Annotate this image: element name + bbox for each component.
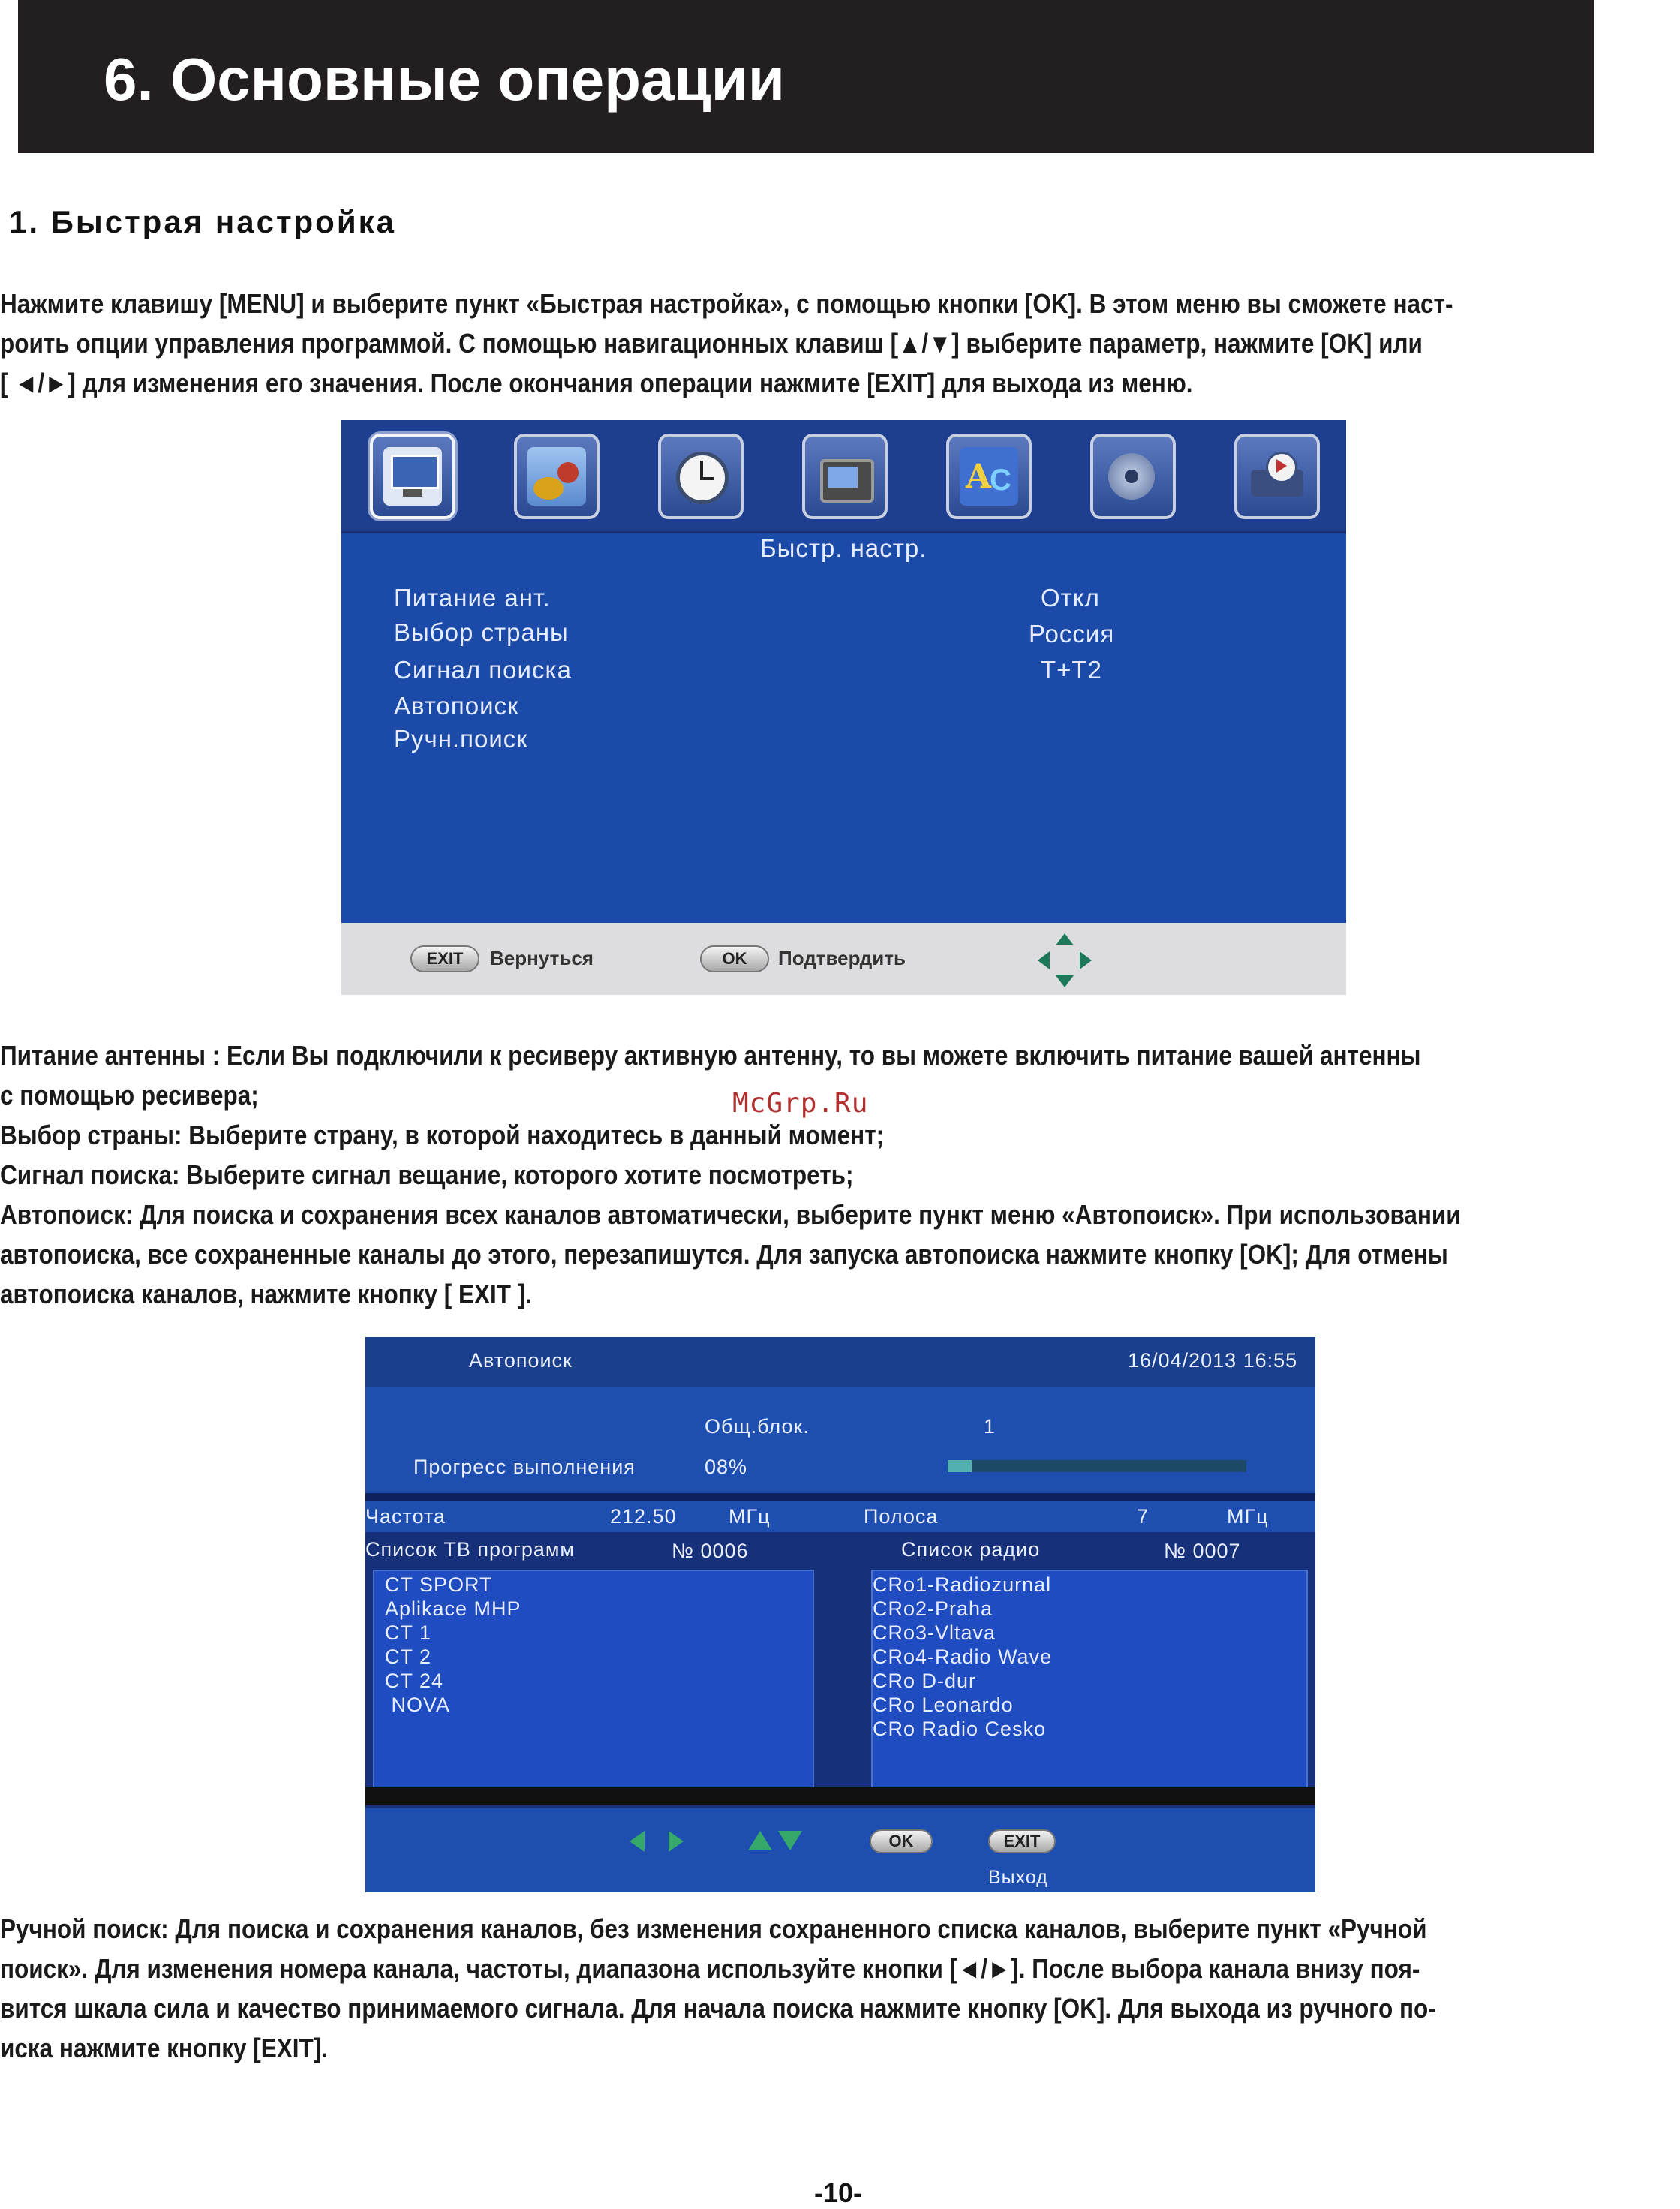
monitor-icon[interactable] xyxy=(370,434,455,519)
total-blocks-label: Общ.блок. xyxy=(705,1415,810,1438)
list-item[interactable]: CRo1-Radiozurnal xyxy=(873,1573,1052,1596)
navigation-arrows-icon xyxy=(1038,933,1092,987)
menu-icon-bar xyxy=(341,420,1346,533)
tv-list-label: Список ТВ программ xyxy=(365,1538,575,1561)
frequency-unit: МГц xyxy=(729,1505,771,1528)
scan-datetime: 16/04/2013 16:55 xyxy=(1128,1349,1298,1372)
manual-search-line: поиск». Для изменения номера канала, частоты, диапазона используйте кнопки [◄/►]. После выбора канала внизу поя- xyxy=(0,1953,1420,1984)
intro-line: Нажмите клавишу [MENU] и выберите пункт «Быстрая настройка», с помощью кнопки [OK]. В этом меню вы сможете наст- xyxy=(0,288,1453,319)
tv-list-count: № 0006 xyxy=(672,1540,749,1562)
settings-icon[interactable] xyxy=(1090,434,1176,519)
exit-key-icon: EXIT xyxy=(410,945,479,972)
list-item[interactable]: CT 24 xyxy=(385,1670,444,1692)
radio-list-count: № 0007 xyxy=(1164,1540,1241,1562)
menu-item-antenna-power[interactable]: Питание ант. xyxy=(394,584,551,612)
manual-search-line: иска нажмите кнопку [EXIT]. xyxy=(0,2033,329,2063)
list-item[interactable]: CT 1 xyxy=(385,1621,432,1644)
description-line: Питание антенны : Если Вы подключили к ресиверу активную антенну, то вы можете включить питание вашей антенны xyxy=(0,1040,1421,1071)
page-number: -10- xyxy=(814,2177,863,2208)
auto-search-screenshot xyxy=(365,1337,1315,1892)
exit-hint-label: Вернуться xyxy=(490,947,594,969)
scan-title: Автопоиск xyxy=(469,1349,573,1372)
radio-channel-list[interactable] xyxy=(871,1570,1308,1789)
menu-item-manual-search[interactable]: Ручн.поиск xyxy=(394,725,528,753)
list-item[interactable]: CT 2 xyxy=(385,1645,432,1668)
usb-icon[interactable] xyxy=(1234,434,1320,519)
list-item[interactable]: CT SPORT xyxy=(385,1573,493,1596)
list-item[interactable]: CRo4-Radio Wave xyxy=(873,1645,1053,1668)
frequency-value: 212.50 xyxy=(610,1505,677,1528)
chapter-title: 6. Основные операции xyxy=(104,46,785,113)
bandwidth-label: Полоса xyxy=(864,1505,939,1528)
progress-bar-fill xyxy=(948,1460,972,1472)
left-right-arrows-icon xyxy=(630,1826,690,1856)
list-item[interactable]: CRo Radio Cesko xyxy=(873,1718,1047,1740)
menu-item-country[interactable]: Выбор страны xyxy=(394,618,569,646)
description-line: Автопоиск: Для поиска и сохранения всех каналов автоматически, выберите пункт меню «Автопоиск». При использовании xyxy=(0,1199,1461,1230)
menu-item-auto-search[interactable]: Автопоиск xyxy=(394,692,519,720)
section-title: 1. Быстрая настройка xyxy=(9,204,397,239)
list-item[interactable]: CRo2-Praha xyxy=(873,1597,993,1620)
description-line: автопоиска, все сохраненные каналы до этого, перезапишутся. Для запуска автопоиска нажмите кнопку [OK]; Для отмены xyxy=(0,1239,1448,1270)
radio-list-label: Список радио xyxy=(901,1538,1041,1561)
menu-item-search-signal[interactable]: Сигнал поиска xyxy=(394,656,572,684)
list-item[interactable]: CRo3-Vltava xyxy=(873,1621,996,1644)
ok-key-icon: OK xyxy=(700,945,769,972)
exit-key-icon: EXIT xyxy=(988,1829,1056,1853)
picture-icon[interactable] xyxy=(514,434,600,519)
bandwidth-unit: МГц xyxy=(1227,1505,1269,1528)
progress-label: Прогресс выполнения xyxy=(413,1456,636,1478)
search-signal-value[interactable]: T+T2 xyxy=(1041,656,1102,684)
list-item[interactable]: NOVA xyxy=(385,1694,451,1716)
ok-key-icon: OK xyxy=(870,1829,933,1853)
menu-title: Быстр. настр. xyxy=(760,534,927,562)
antenna-power-value[interactable]: Откл xyxy=(1041,584,1100,612)
tv-channel-list[interactable] xyxy=(373,1570,814,1789)
up-down-arrows-icon xyxy=(748,1826,808,1856)
total-blocks-value: 1 xyxy=(984,1415,996,1438)
menu-footer xyxy=(341,923,1346,995)
manual-search-line: Ручной поиск: Для поиска и сохранения каналов, без изменения сохраненного списка каналов, выберите пункт «Ручной xyxy=(0,1913,1427,1944)
watermark: McGrp.Ru xyxy=(732,1088,869,1119)
intro-line: роить опции управления программой. С помощью навигационных клавиш [▲/▼] выберите параметр, нажмите [OK] или xyxy=(0,328,1423,359)
list-item[interactable]: CRo D-dur xyxy=(873,1670,977,1692)
frequency-label: Частота xyxy=(365,1505,446,1528)
exit-hint-label: Выход xyxy=(988,1867,1048,1888)
clock-icon[interactable] xyxy=(658,434,744,519)
language-icon[interactable]: A C xyxy=(946,434,1032,519)
description-line: с помощью ресивера; xyxy=(0,1080,259,1111)
description-line: автопоиска каналов, нажмите кнопку [ EXIT ]. xyxy=(0,1279,533,1309)
quick-setup-screenshot xyxy=(341,420,1346,995)
progress-value: 08% xyxy=(705,1456,748,1478)
country-value[interactable]: Россия xyxy=(1029,620,1115,648)
list-item[interactable]: Aplikace MHP xyxy=(385,1597,521,1620)
ok-hint-label: Подтвердить xyxy=(778,947,906,969)
intro-line: [ ◄/►] для изменения его значения. После окончания операции нажмите [EXIT] для выхода из меню. xyxy=(0,368,1193,398)
progress-bar xyxy=(948,1460,1246,1472)
description-line: Выбор страны: Выберите страну, в которой находитесь в данный момент; xyxy=(0,1120,885,1150)
description-line: Сигнал поиска: Выберите сигнал вещание, которого хотите посмотреть; xyxy=(0,1159,854,1190)
tv-icon[interactable] xyxy=(802,434,888,519)
manual-search-line: вится шкала сила и качество принимаемого сигнала. Для начала поиска нажмите кнопку [OK]. Для выхода из ручного по- xyxy=(0,1993,1436,2024)
list-item[interactable]: CRo Leonardo xyxy=(873,1694,1014,1716)
bandwidth-value: 7 xyxy=(1137,1505,1150,1528)
